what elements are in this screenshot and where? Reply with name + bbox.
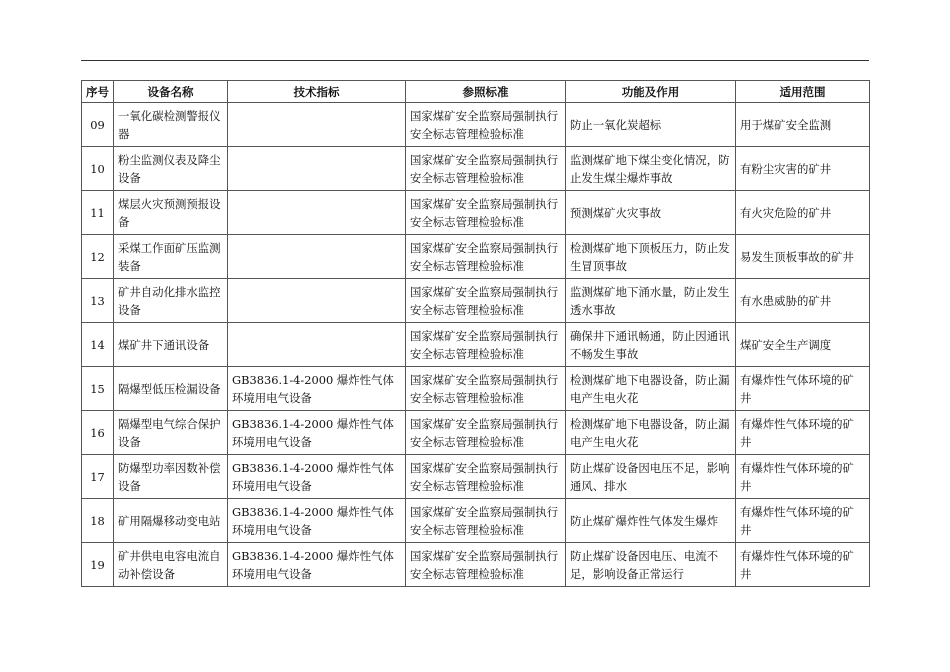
cell-equipment-name: 防爆型功率因数补偿设备 — [114, 455, 228, 499]
header-index: 序号 — [82, 81, 114, 103]
header-equipment-name: 设备名称 — [114, 81, 228, 103]
cell-index: 16 — [82, 411, 114, 455]
cell-equipment-name: 隔爆型电气综合保护设备 — [114, 411, 228, 455]
cell-equipment-name: 隔爆型低压检漏设备 — [114, 367, 228, 411]
cell-reference-standard: 国家煤矿安全监察局强制执行安全标志管理检验标准 — [406, 279, 566, 323]
cell-equipment-name: 矿井自动化排水监控设备 — [114, 279, 228, 323]
cell-equipment-name: 煤矿井下通讯设备 — [114, 323, 228, 367]
cell-technical-spec: GB3836.1-4-2000 爆炸性气体环境用电气设备 — [228, 455, 406, 499]
cell-function: 防止一氧化炭超标 — [566, 103, 736, 147]
cell-index: 12 — [82, 235, 114, 279]
cell-reference-standard: 国家煤矿安全监察局强制执行安全标志管理检验标准 — [406, 411, 566, 455]
cell-scope: 有火灾危险的矿井 — [736, 191, 870, 235]
cell-reference-standard: 国家煤矿安全监察局强制执行安全标志管理检验标准 — [406, 323, 566, 367]
cell-reference-standard: 国家煤矿安全监察局强制执行安全标志管理检验标准 — [406, 235, 566, 279]
cell-equipment-name: 一氧化碳检测警报仪器 — [114, 103, 228, 147]
cell-technical-spec: GB3836.1-4-2000 爆炸性气体环境用电气设备 — [228, 499, 406, 543]
cell-scope: 用于煤矿安全监测 — [736, 103, 870, 147]
cell-scope: 有粉尘灾害的矿井 — [736, 147, 870, 191]
cell-function: 检测煤矿地下电器设备，防止漏电产生电火花 — [566, 367, 736, 411]
header-rule — [81, 60, 869, 61]
cell-scope: 易发生顶板事故的矿井 — [736, 235, 870, 279]
equipment-table — [81, 80, 870, 587]
cell-technical-spec: GB3836.1-4-2000 爆炸性气体环境用电气设备 — [228, 543, 406, 587]
cell-equipment-name: 采煤工作面矿压监测装备 — [114, 235, 228, 279]
cell-technical-spec — [228, 191, 406, 235]
cell-index: 17 — [82, 455, 114, 499]
table-row — [82, 279, 870, 323]
table-row — [82, 543, 870, 587]
table-row — [82, 191, 870, 235]
cell-index: 13 — [82, 279, 114, 323]
cell-function: 确保井下通讯畅通，防止因通讯不畅发生事故 — [566, 323, 736, 367]
cell-technical-spec — [228, 279, 406, 323]
table-row — [82, 103, 870, 147]
header-function: 功能及作用 — [566, 81, 736, 103]
cell-reference-standard: 国家煤矿安全监察局强制执行安全标志管理检验标准 — [406, 543, 566, 587]
cell-function: 防止煤矿设备因电压不足，影响通风、排水 — [566, 455, 736, 499]
cell-index: 19 — [82, 543, 114, 587]
cell-function: 防止煤矿设备因电压、电流不足，影响设备正常运行 — [566, 543, 736, 587]
cell-technical-spec — [228, 103, 406, 147]
table-row — [82, 235, 870, 279]
cell-scope: 有爆炸性气体环境的矿井 — [736, 499, 870, 543]
cell-index: 18 — [82, 499, 114, 543]
cell-index: 14 — [82, 323, 114, 367]
cell-index: 10 — [82, 147, 114, 191]
cell-index: 15 — [82, 367, 114, 411]
table-row — [82, 147, 870, 191]
cell-technical-spec — [228, 323, 406, 367]
table-row — [82, 411, 870, 455]
cell-scope: 有水患威胁的矿井 — [736, 279, 870, 323]
header-reference-standard: 参照标准 — [406, 81, 566, 103]
cell-reference-standard: 国家煤矿安全监察局强制执行安全标志管理检验标准 — [406, 455, 566, 499]
cell-technical-spec: GB3836.1-4-2000 爆炸性气体环境用电气设备 — [228, 411, 406, 455]
cell-index: 09 — [82, 103, 114, 147]
cell-scope: 有爆炸性气体环境的矿井 — [736, 411, 870, 455]
cell-function: 监测煤矿地下煤尘变化情况，防止发生煤尘爆炸事故 — [566, 147, 736, 191]
cell-technical-spec — [228, 235, 406, 279]
table-body — [82, 103, 870, 587]
cell-scope: 有爆炸性气体环境的矿井 — [736, 455, 870, 499]
cell-function: 监测煤矿地下涌水量，防止发生透水事故 — [566, 279, 736, 323]
cell-reference-standard: 国家煤矿安全监察局强制执行安全标志管理检验标准 — [406, 499, 566, 543]
header-technical-spec: 技术指标 — [228, 81, 406, 103]
cell-reference-standard: 国家煤矿安全监察局强制执行安全标志管理检验标准 — [406, 103, 566, 147]
cell-reference-standard: 国家煤矿安全监察局强制执行安全标志管理检验标准 — [406, 147, 566, 191]
cell-reference-standard: 国家煤矿安全监察局强制执行安全标志管理检验标准 — [406, 367, 566, 411]
table-row — [82, 455, 870, 499]
cell-function: 检测煤矿地下电器设备，防止漏电产生电火花 — [566, 411, 736, 455]
table-row — [82, 367, 870, 411]
table-header-row — [82, 81, 870, 103]
cell-equipment-name: 矿用隔爆移动变电站 — [114, 499, 228, 543]
cell-scope: 有爆炸性气体环境的矿井 — [736, 367, 870, 411]
cell-scope: 有爆炸性气体环境的矿井 — [736, 543, 870, 587]
header-scope: 适用范围 — [736, 81, 870, 103]
cell-technical-spec: GB3836.1-4-2000 爆炸性气体环境用电气设备 — [228, 367, 406, 411]
cell-equipment-name: 煤层火灾预测预报设备 — [114, 191, 228, 235]
cell-equipment-name: 粉尘监测仪表及降尘设备 — [114, 147, 228, 191]
table-row — [82, 499, 870, 543]
cell-technical-spec — [228, 147, 406, 191]
cell-function: 防止煤矿爆炸性气体发生爆炸 — [566, 499, 736, 543]
cell-function: 检测煤矿地下顶板压力，防止发生冒顶事故 — [566, 235, 736, 279]
cell-scope: 煤矿安全生产调度 — [736, 323, 870, 367]
cell-index: 11 — [82, 191, 114, 235]
cell-equipment-name: 矿井供电电容电流自动补偿设备 — [114, 543, 228, 587]
table-row — [82, 323, 870, 367]
cell-reference-standard: 国家煤矿安全监察局强制执行安全标志管理检验标准 — [406, 191, 566, 235]
cell-function: 预测煤矿火灾事故 — [566, 191, 736, 235]
